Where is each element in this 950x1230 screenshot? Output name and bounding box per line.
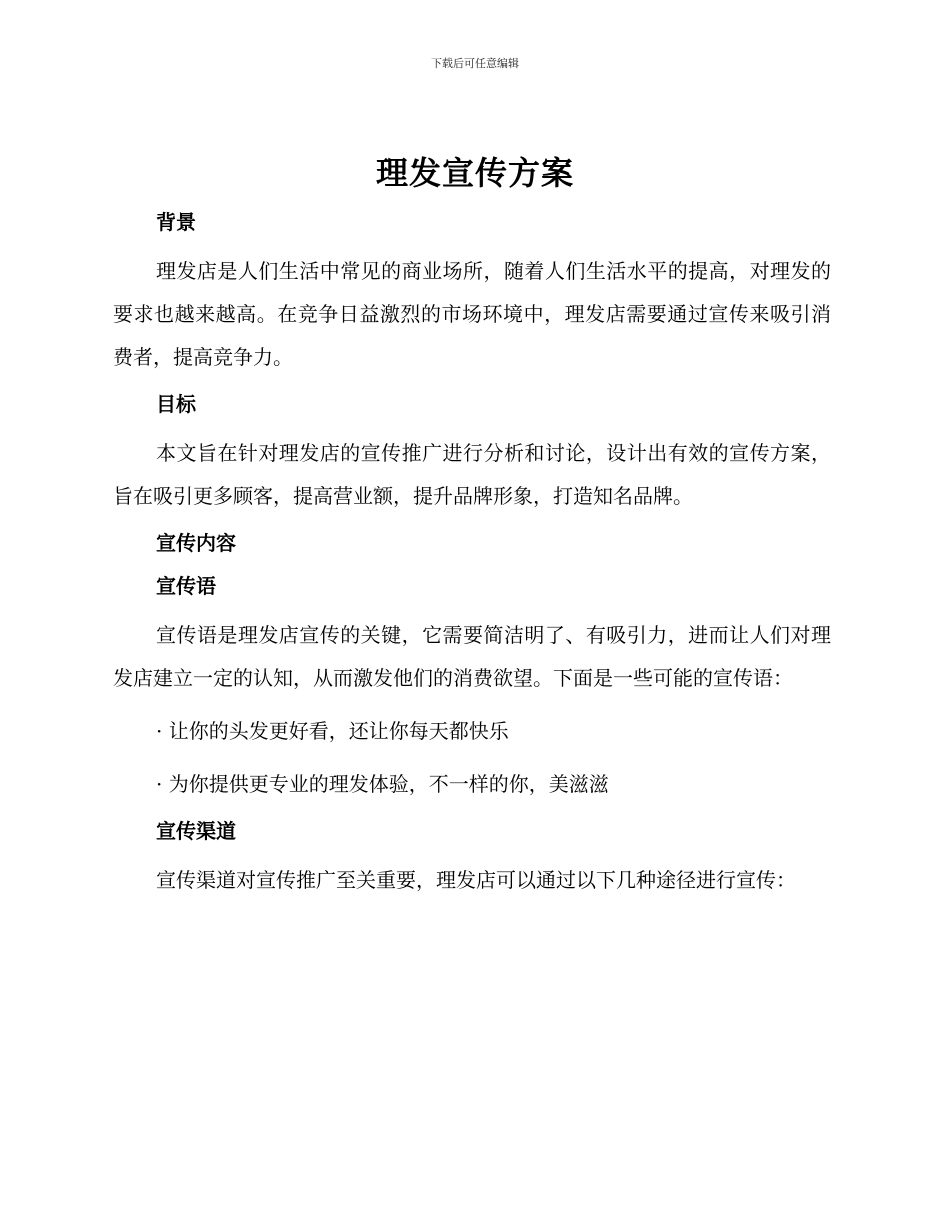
paragraph-goal: 本文旨在针对理发店的宣传推广进行分析和讨论，设计出有效的宣传方案，旨在吸引更多顾客，提高营业额，提升品牌形象，打造知名品牌。: [113, 441, 831, 508]
page-header-note: 下载后可任意编辑: [431, 57, 519, 70]
heading-goal: 目标: [156, 392, 196, 416]
heading-background: 背景: [156, 210, 196, 234]
paragraph-background: 理发店是人们生活中常见的商业场所，随着人们生活水平的提高，对理发的要求也越来越高。在竞争日益激烈的市场环境中，理发店需要通过宣传来吸引消费者，提高竞争力。: [113, 259, 831, 369]
heading-slogan: 宣传语: [156, 574, 216, 598]
paragraph-slogan: 宣传语是理发店宣传的关键，它需要简洁明了、有吸引力，进而让人们对理发店建立一定的认知，从而激发他们的消费欲望。下面是一些可能的宣传语：: [113, 623, 831, 690]
heading-channels: 宣传渠道: [156, 819, 236, 843]
document-body: [113, 200, 831, 912]
slogan-item: · 让你的头发更好看，还让你每天都快乐: [156, 719, 509, 743]
slogan-item: · 为你提供更专业的理发体验，不一样的你，美滋滋: [156, 772, 609, 796]
document-title: 理发宣传方案: [375, 154, 574, 192]
paragraph-channels: 宣传渠道对宣传推广至关重要，理发店可以通过以下几种途径进行宣传：: [156, 868, 796, 892]
heading-content: 宣传内容: [156, 531, 236, 555]
